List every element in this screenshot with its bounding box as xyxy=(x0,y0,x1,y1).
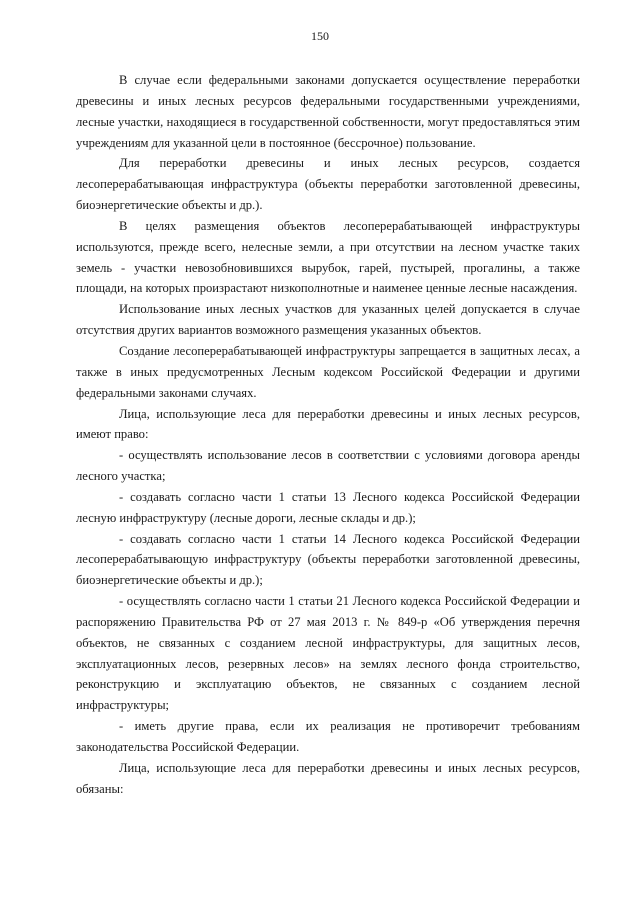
paragraph-3: В целях размещения объектов лесоперерабатывающей инфраструктуры используются, прежде всего, нелесные земли, а при отсутствии на лесном участке таких земель - участки невозобновившихся вырубок, гарей, пустырей, прогалины, а также площади, на которых произрастают низкополнотные и наименее ценные лесные насаждения. xyxy=(76,218,580,296)
list-item-right-2: - создавать согласно части 1 статьи 13 Лесного кодекса Российской Федерации лесную инфраструктуру (лесные дороги, лесные склады и др.); xyxy=(76,489,580,525)
paragraph-1: В случае если федеральными законами допускается осуществление переработки древесины и иных лесных ресурсов федеральными государственными учреждениями, лесные участки, находящиеся в государственной собственности, могут предоставляться этим учреждениям для указанной цели в постоянное (бессрочное) пользование. xyxy=(76,73,580,150)
page-number: 150 xyxy=(311,29,329,43)
paragraph-2: Для переработки древесины и иных лесных ресурсов, создается лесоперерабатывающая инфраструктура (объекты переработки заготовленной древесины, биоэнергетические объекты и др.). xyxy=(76,156,580,213)
paragraph-4: Использование иных лесных участков для указанных целей допускается в случае отсутствия других вариантов возможного размещения указанных объектов. xyxy=(76,302,580,338)
document-body xyxy=(76,70,580,800)
paragraph-5: Создание лесоперерабатывающей инфраструктуры запрещается в защитных лесах, а также в иных предусмотренных Лесным кодексом Российской Федерации и другими федеральными законами случаях. xyxy=(76,343,580,400)
paragraph-obligations-intro: Лица, использующие леса для переработки древесины и иных лесных ресурсов, обязаны: xyxy=(76,760,580,796)
list-item-right-4: - осуществлять согласно части 1 статьи 21 Лесного кодекса Российской Федерации и распоряжению Правительства РФ от 27 мая 2013 г. № 849-р «Об утверждения перечня объектов, не связанных с созданием лесной инфраструктуры, для защитных лесов, эксплуатационных лесов, резервных лесов» на землях лесного фонда строительство, реконструкцию и эксплуатацию объектов, не связанных с созданием лесной инфраструктуры; xyxy=(76,594,580,713)
list-item-right-1: - осуществлять использование лесов в соответствии с условиями договора аренды лесного участка; xyxy=(76,448,580,484)
list-item-right-5: - иметь другие права, если их реализация не противоречит требованиям законодательства Российской Федерации. xyxy=(76,719,580,754)
list-item-right-3: - создавать согласно части 1 статьи 14 Лесного кодекса Российской Федерации лесоперерабатывающую инфраструктуру (объекты переработки заготовленной древесины, биоэнергетические объекты и др.); xyxy=(76,531,580,588)
paragraph-rights-intro: Лица, использующие леса для переработки древесины и иных лесных ресурсов, имеют право: xyxy=(76,406,580,442)
